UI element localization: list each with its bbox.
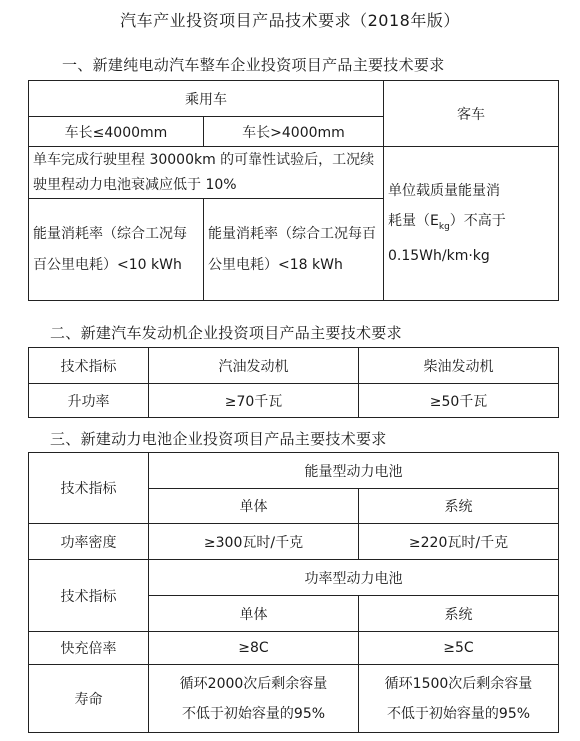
bus-req-line2 — [388, 206, 554, 242]
lifespan-system-line2: 不低于初始容量的95% — [386, 705, 531, 722]
lifespan-system — [359, 665, 559, 733]
passenger-car-header: 乘用车 — [29, 81, 384, 117]
energy-unit-header: 单体 — [149, 489, 359, 524]
power-unit-header: 单体 — [149, 596, 359, 632]
energy-type-header: 能量型动力电池 — [149, 453, 559, 489]
power-density-label: 功率密度 — [29, 524, 149, 560]
lifespan-unit-line2: 不低于初始容量的95% — [181, 705, 326, 722]
diesel-specific-power: ≥50千瓦 — [359, 384, 559, 418]
bus-req-line2b: ）不高于 — [449, 212, 506, 229]
section2-table — [28, 347, 559, 418]
power-type-header: 功率型动力电池 — [149, 560, 559, 596]
lifespan-unit — [149, 665, 359, 733]
metric-header: 技术指标 — [29, 348, 149, 384]
lifespan-unit-line1: 循环2000次后剩余容量 — [179, 675, 328, 692]
energy-system-header: 系统 — [359, 489, 559, 524]
section1-table — [28, 80, 559, 301]
fast-charge-unit: ≥8C — [149, 632, 359, 665]
fast-charge-system: ≥5C — [359, 632, 559, 665]
power-system-header: 系统 — [359, 596, 559, 632]
diesel-engine-header: 柴油发动机 — [359, 348, 559, 384]
gasoline-specific-power: ≥70千瓦 — [149, 384, 359, 418]
bus-header: 客车 — [384, 81, 559, 147]
section1-heading: 一、新建纯电动汽车整车企业投资项目产品主要技术要求 — [62, 56, 445, 74]
specific-power-label: 升功率 — [29, 384, 149, 418]
section3-table — [28, 452, 559, 733]
gasoline-engine-header: 汽油发动机 — [149, 348, 359, 384]
bus-req-line3: 0.15Wh/km·kg — [388, 248, 490, 265]
power-metric-header: 技术指标 — [29, 560, 149, 632]
energy-consumption-short: 能量消耗率（综合工况每百公里电耗）<10 kWh — [29, 199, 204, 301]
bus-req-line1: 单位载质量能量消 — [388, 182, 500, 199]
energy-metric-header: 技术指标 — [29, 453, 149, 524]
section2-heading: 二、新建汽车发动机企业投资项目产品主要技术要求 — [50, 324, 402, 342]
document-title: 汽车产业投资项目产品技术要求（2018年版） — [120, 11, 460, 30]
length-long-header: 车长>4000mm — [204, 117, 384, 147]
lifespan-label: 寿命 — [29, 665, 149, 733]
energy-consumption-long: 能量消耗率（综合工况每百公里电耗）<18 kWh — [204, 199, 384, 301]
power-density-system: ≥220瓦时/千克 — [359, 524, 559, 560]
bus-requirement — [384, 147, 559, 301]
fast-charge-label: 快充倍率 — [29, 632, 149, 665]
reliability-requirement: 单车完成行驶里程 30000km 的可靠性试验后，工况续驶里程动力电池衰减应低于 10% — [29, 147, 384, 199]
lifespan-system-line1: 循环1500次后剩余容量 — [384, 675, 533, 692]
bus-req-line2a: 耗量（E — [388, 212, 439, 229]
power-density-unit: ≥300瓦时/千克 — [149, 524, 359, 560]
section3-heading: 三、新建动力电池企业投资项目产品主要技术要求 — [50, 430, 387, 448]
bus-req-subscript: kg — [438, 221, 450, 232]
length-short-header: 车长≤4000mm — [29, 117, 204, 147]
